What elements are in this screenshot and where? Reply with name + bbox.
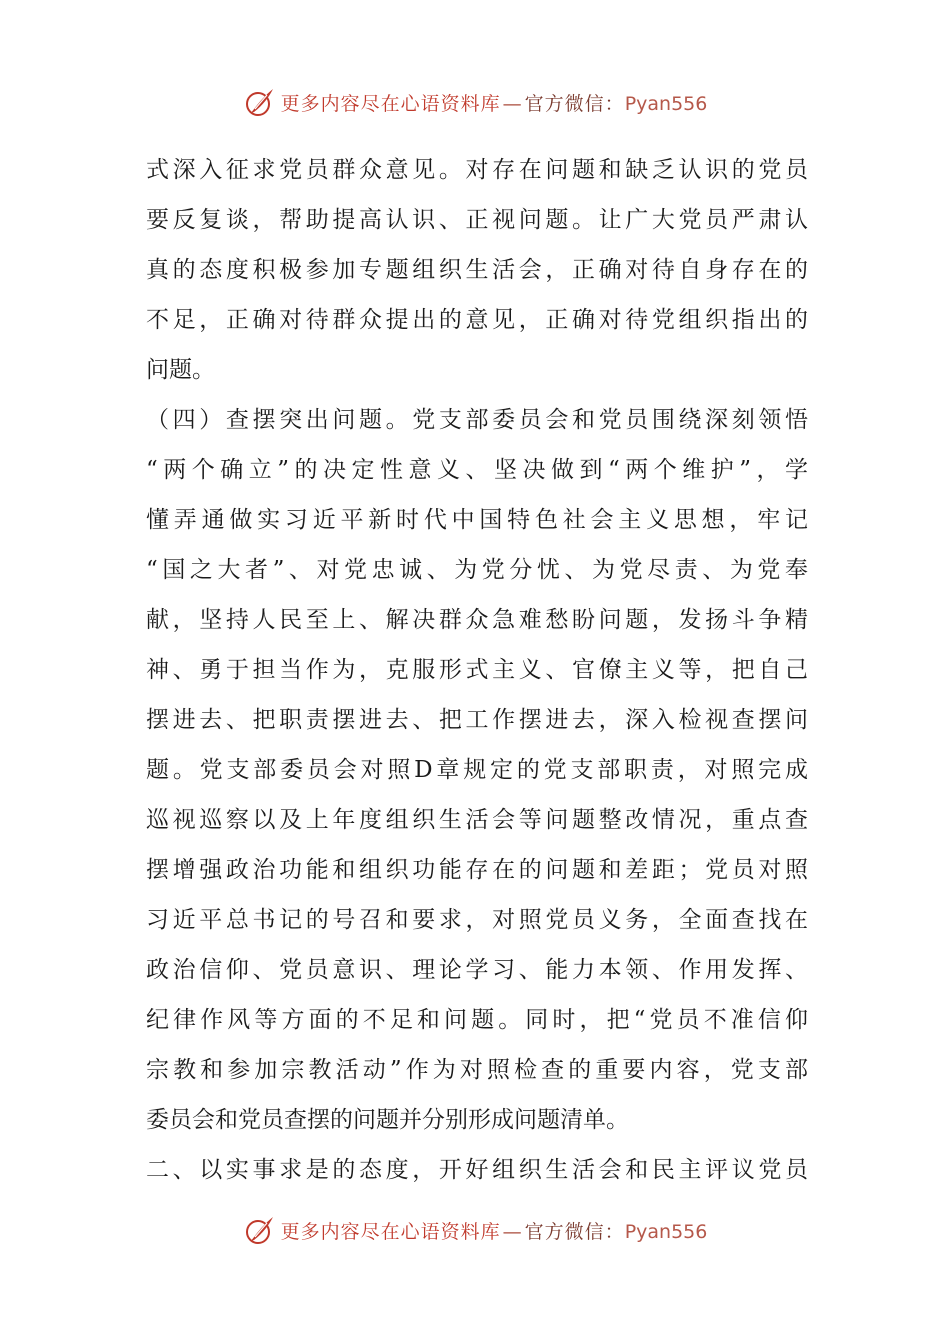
header-watermark-banner (0, 82, 950, 122)
quill-pen-logo-icon (243, 1213, 277, 1247)
section-heading: 二、以实事求是的态度，开好组织生活会和民主评议党员 (146, 1157, 808, 1183)
body-line: “两个确立”的决定性意义、坚决做到“两个维护”，学 (146, 457, 808, 483)
body-line: 式深入征求党员群众意见。对存在问题和缺乏认识的党员 (146, 157, 808, 183)
watermark-wechat-id: Pyan556 (624, 92, 708, 115)
watermark-wechat-id: Pyan556 (624, 1220, 708, 1243)
body-line: “国之大者”、对党忠诚、为党分忧、为党尽责、为党奉 (146, 557, 808, 583)
watermark-separator: — (502, 92, 523, 115)
watermark-wechat-label: 官方微信： (524, 92, 625, 115)
footer-watermark-banner (0, 1210, 950, 1250)
body-line: 献，坚持人民至上、解决群众急难愁盼问题，发扬斗争精 (146, 607, 808, 633)
body-line: 神、勇于担当作为，克服形式主义、官僚主义等，把自己 (146, 657, 808, 683)
body-line: 真的态度积极参加专题组织生活会，正确对待自身存在的 (146, 257, 808, 283)
watermark-separator: — (502, 1220, 523, 1243)
body-line: 懂弄通做实习近平新时代中国特色社会主义思想，牢记 (146, 507, 808, 533)
quill-pen-logo-icon (243, 85, 277, 119)
watermark-text (281, 1217, 708, 1244)
body-line: 摆增强政治功能和组织功能存在的问题和差距；党员对照 (146, 857, 808, 883)
document-body (146, 145, 808, 1195)
body-line: 宗教和参加宗教活动”作为对照检查的重要内容，党支部 (146, 1057, 808, 1083)
body-line: 摆进去、把职责摆进去、把工作摆进去，深入检视查摆问 (146, 707, 808, 733)
body-line: （四）查摆突出问题。党支部委员会和党员围绕深刻领悟 (146, 407, 808, 433)
body-line: 要反复谈，帮助提高认识、正视问题。让广大党员严肃认 (146, 207, 808, 233)
watermark-text (281, 89, 708, 116)
body-line: 委员会和党员查摆的问题并分别形成问题清单。 (146, 1107, 629, 1133)
body-line: 纪律作风等方面的不足和问题。同时，把“党员不准信仰 (146, 1007, 808, 1033)
watermark-brand: 更多内容尽在心语资料库 (280, 1220, 501, 1243)
body-line: 问题。 (146, 357, 215, 383)
body-line: 政治信仰、党员意识、理论学习、能力本领、作用发挥、 (146, 957, 808, 983)
body-line: 巡视巡察以及上年度组织生活会等问题整改情况，重点查 (146, 807, 808, 833)
body-line: 题。党支部委员会对照D章规定的党支部职责，对照完成 (146, 757, 808, 783)
body-line: 不足，正确对待群众提出的意见，正确对待党组织指出的 (146, 307, 808, 333)
watermark-wechat-label: 官方微信： (524, 1220, 625, 1243)
body-line: 习近平总书记的号召和要求，对照党员义务，全面查找在 (146, 907, 808, 933)
watermark-brand: 更多内容尽在心语资料库 (280, 92, 501, 115)
